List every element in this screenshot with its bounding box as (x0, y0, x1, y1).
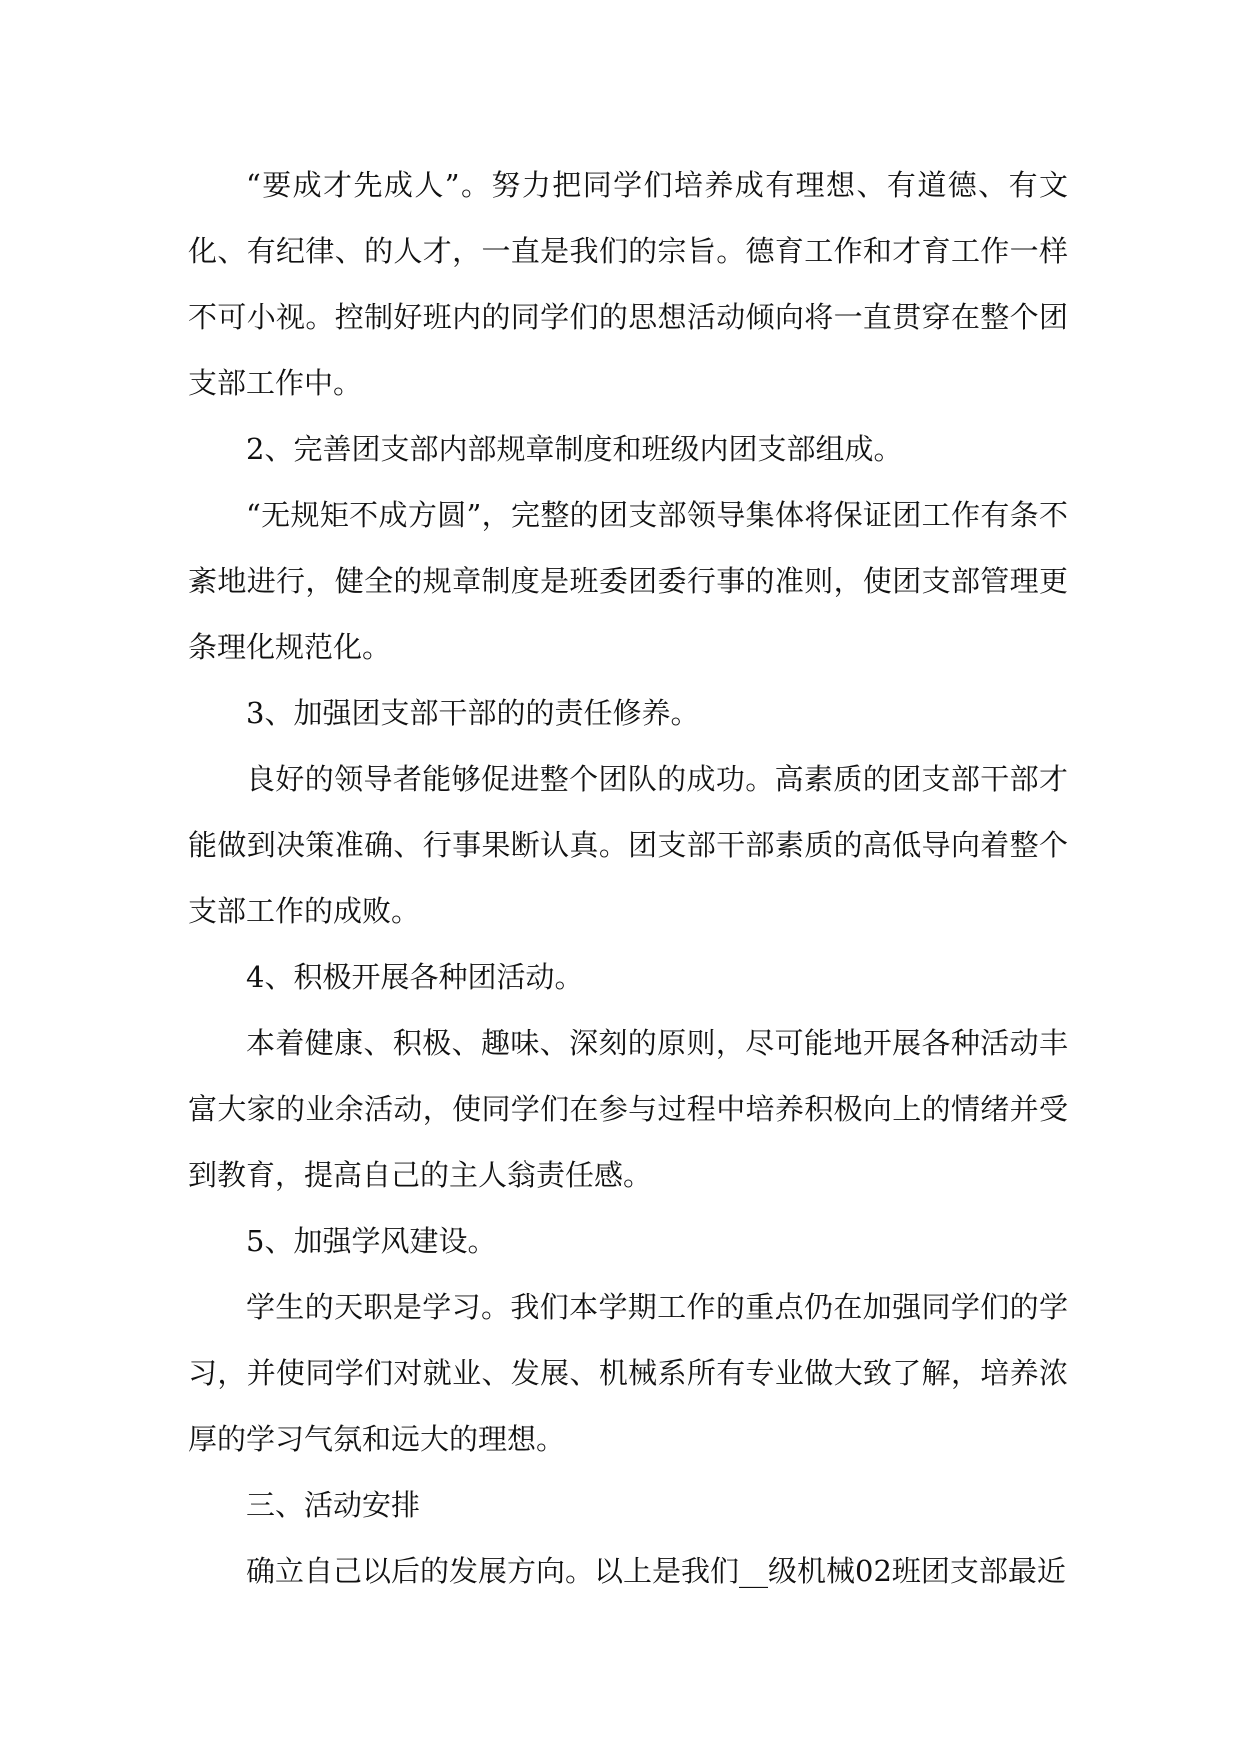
section-heading-activity-schedule: 三、活动安排 (246, 1488, 421, 1522)
paragraph-conclusion: 确立自己以后的发展方向。以上是我们__级机械02班团支部最近 (246, 1554, 1066, 1588)
paragraph-study-style: 学生的天职是学习。我们本学期工作的重点仍在加强同学们的学习，并使同学们对就业、发展、机械系所有专业做大致了解，培养浓厚的学习气氛和远大的理想。 (188, 1290, 1068, 1456)
paragraph-leadership: 良好的领导者能够促进整个团队的成功。高素质的团支部干部才能做到决策准确、行事果断认真。团支部干部素质的高低导向着整个支部工作的成败。 (188, 762, 1068, 928)
heading-item-5: 5、加强学风建设。 (246, 1224, 497, 1258)
paragraph-virtue-education: “要成才先成人”。努力把同学们培养成有理想、有道德、有文化、有纪律、的人才，一直是我们的宗旨。德育工作和才育工作一样不可小视。控制好班内的同学们的思想活动倾向将一直贯穿在整个团支部工作中。 (188, 168, 1068, 400)
document-body (188, 152, 1068, 1604)
paragraph-rules: “无规矩不成方圆”，完整的团支部领导集体将保证团工作有条不紊地进行，健全的规章制度是班委团委行事的准则，使团支部管理更条理化规范化。 (188, 498, 1068, 664)
heading-item-2: 2、完善团支部内部规章制度和班级内团支部组成。 (246, 432, 903, 466)
heading-item-3: 3、加强团支部干部的的责任修养。 (246, 696, 700, 730)
paragraph-activities: 本着健康、积极、趣味、深刻的原则，尽可能地开展各种活动丰富大家的业余活动，使同学们在参与过程中培养积极向上的情绪并受到教育，提高自己的主人翁责任感。 (188, 1026, 1068, 1192)
heading-item-4: 4、积极开展各种团活动。 (246, 960, 584, 994)
